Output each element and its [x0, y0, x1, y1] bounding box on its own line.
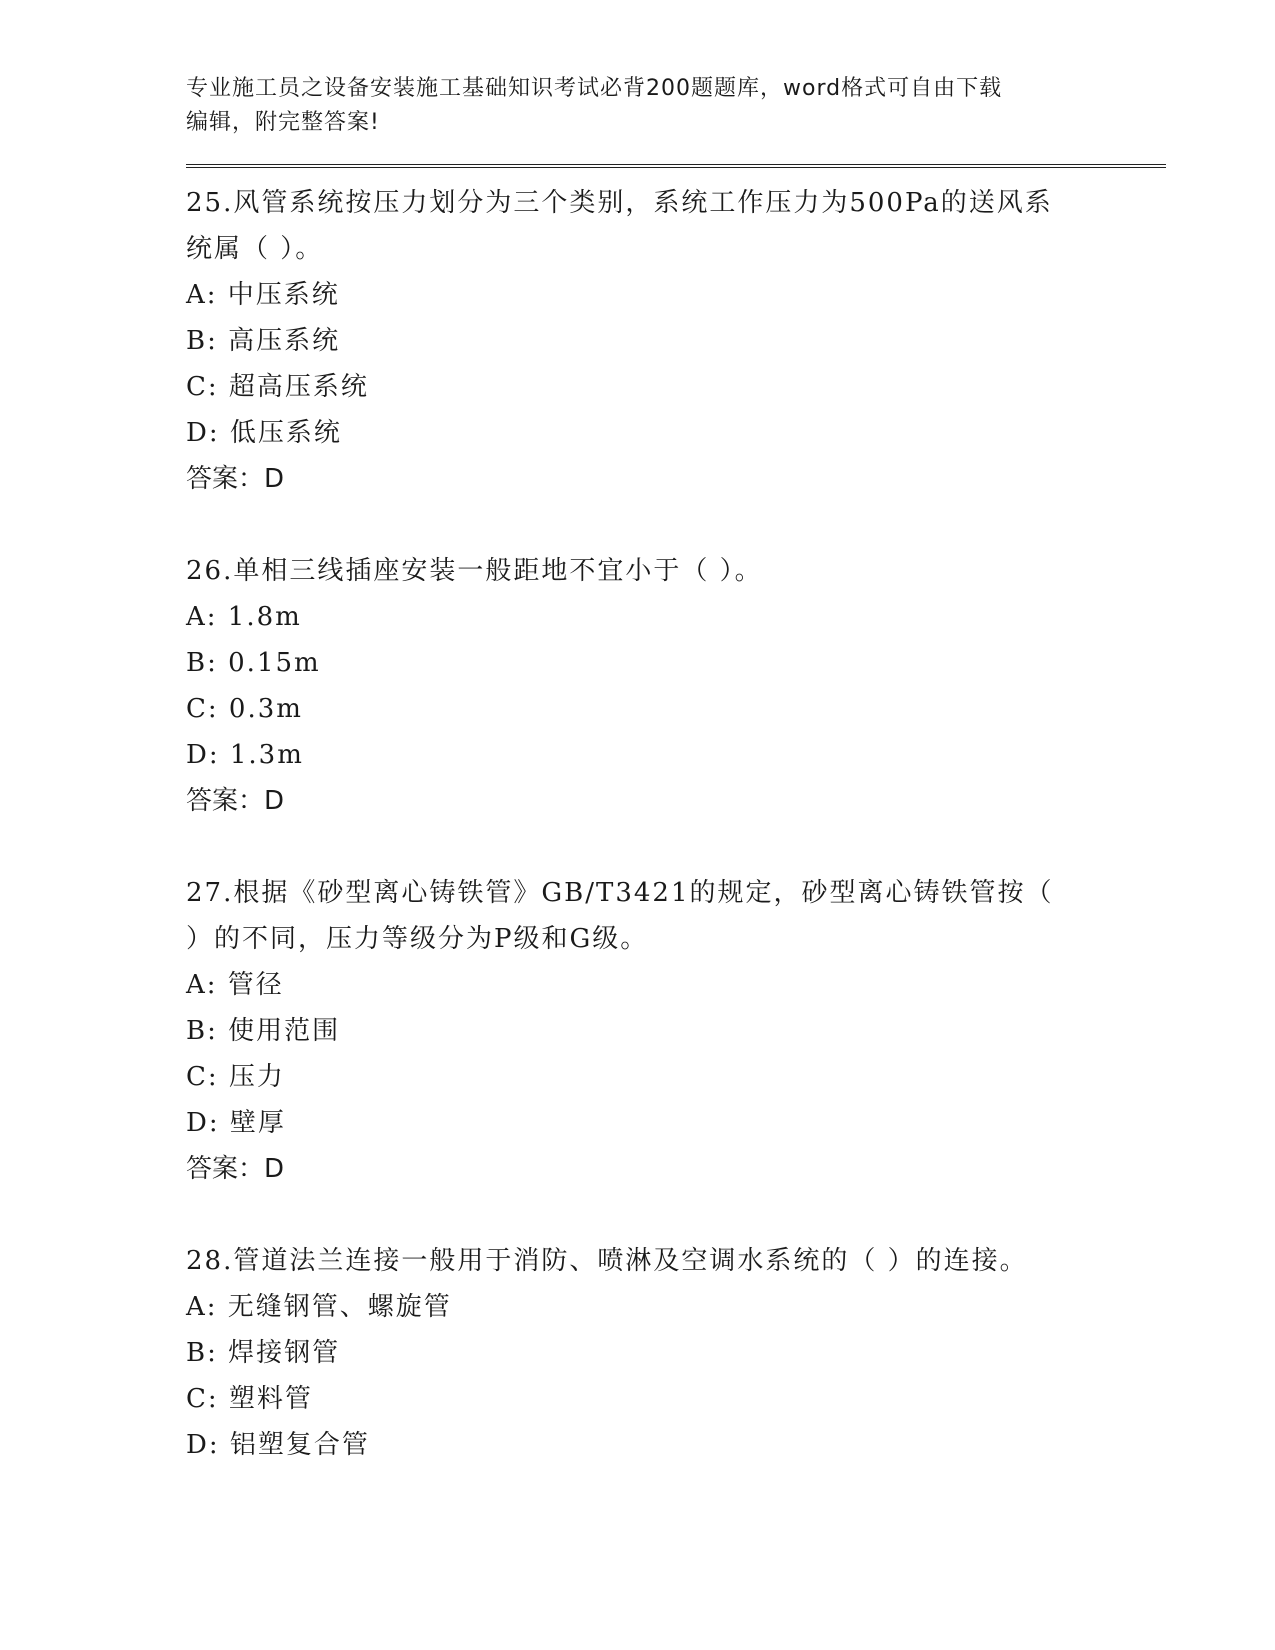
answer-line: 答案：D — [186, 464, 285, 494]
option-c: C: 压力 — [186, 1062, 285, 1092]
option-c: C: 0.3m — [186, 694, 303, 724]
header-double-rule — [186, 164, 1166, 168]
question-stem-continued: ）的不同，压力等级分为P级和G级。 — [186, 924, 649, 954]
answer-line: 答案：D — [186, 786, 285, 816]
option-b: B: 使用范围 — [186, 1016, 341, 1046]
question-27 — [186, 870, 1166, 1192]
question-26 — [186, 548, 1166, 824]
document-title-line-1: 专业施工员之设备安装施工基础知识考试必背200题题库，word格式可自由下载 — [186, 76, 1003, 101]
question-25 — [186, 180, 1166, 502]
option-c: C: 塑料管 — [186, 1384, 313, 1414]
option-b: B: 0.15m — [186, 648, 321, 678]
question-stem-continued: 统属（ ）。 — [186, 234, 324, 264]
question-stem: 26.单相三线插座安装一般距地不宜小于（ ）。 — [186, 556, 763, 586]
option-a: A: 1.8m — [186, 602, 302, 632]
document-title-line-2: 编辑，附完整答案! — [186, 110, 380, 135]
option-a: A: 无缝钢管、螺旋管 — [186, 1292, 452, 1322]
option-a: A: 中压系统 — [186, 280, 340, 310]
question-stem: 28.管道法兰连接一般用于消防、喷淋及空调水系统的（ ）的连接。 — [186, 1246, 1028, 1276]
option-a: A: 管径 — [186, 970, 284, 1000]
question-stem: 27.根据《砂型离心铸铁管》GB/T3421的规定，砂型离心铸铁管按（ — [186, 878, 1054, 908]
option-b: B: 焊接钢管 — [186, 1338, 341, 1368]
option-d: D: 1.3m — [186, 740, 304, 770]
option-d: D: 铝塑复合管 — [186, 1430, 370, 1460]
question-stem: 25.风管系统按压力划分为三个类别，系统工作压力为500Pa的送风系 — [186, 188, 1053, 218]
question-spacer — [186, 1192, 1166, 1238]
question-spacer — [186, 824, 1166, 870]
option-d: D: 壁厚 — [186, 1108, 286, 1138]
option-c: C: 超高压系统 — [186, 372, 369, 402]
question-spacer — [186, 502, 1166, 548]
option-b: B: 高压系统 — [186, 326, 341, 356]
document-page — [186, 72, 1166, 1468]
answer-line: 答案：D — [186, 1154, 285, 1184]
question-28 — [186, 1238, 1166, 1468]
option-d: D: 低压系统 — [186, 418, 342, 448]
